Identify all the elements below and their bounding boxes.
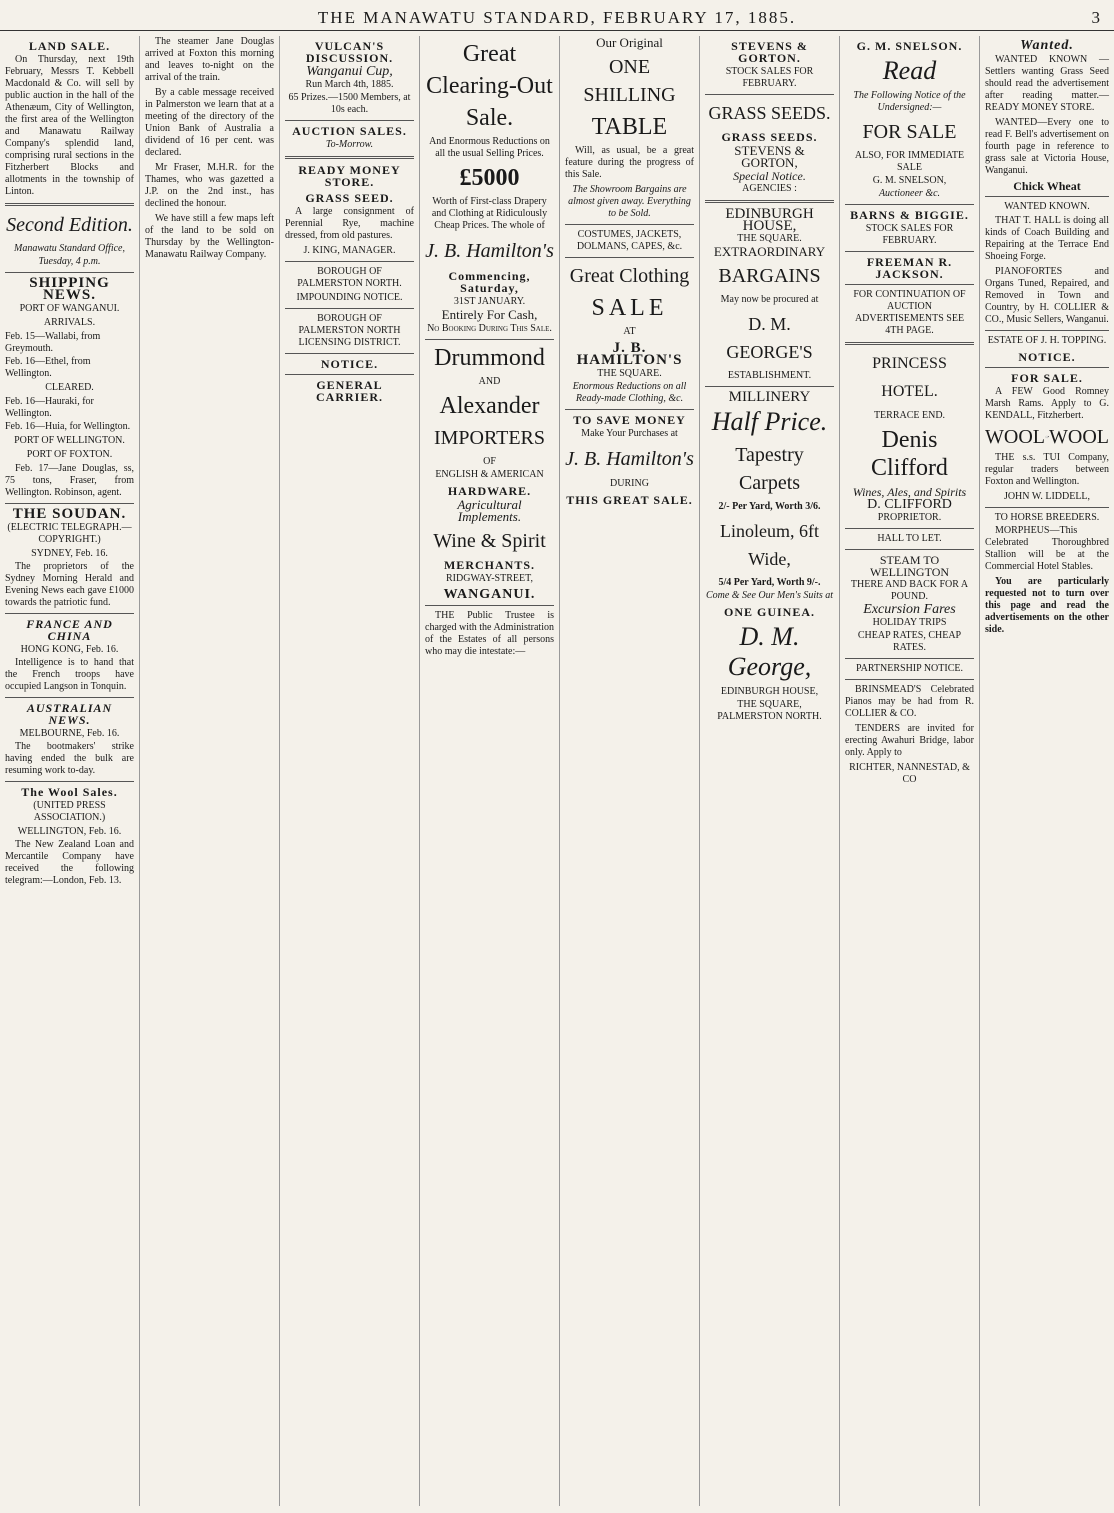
tapestry-price: 2/- Per Yard, Worth 3/6. (718, 501, 821, 512)
tapestry-carpets: Tapestry Carpets (735, 444, 804, 494)
hardware-heading: HARDWARE. (447, 484, 532, 498)
agencies-label: AGENCIES : (742, 183, 797, 194)
divider (285, 156, 414, 159)
edinburgh-2: EDINBURGH HOUSE, (720, 686, 819, 697)
list-item: Feb. 15—Wallabi, from Greymouth. (5, 331, 101, 354)
australian-dateline: MELBOURNE, Feb. 16. (19, 728, 120, 739)
france-dateline: HONG KONG, Feb. 16. (20, 644, 119, 655)
one-shilling: ONE SHILLING (583, 56, 676, 106)
wine-spirit: Wine & Spirit (433, 530, 546, 552)
wanted-2: WANTED—Every one to read F. Bell's advertisement on fourth page in reference to grass sale at Victoria House, Wanganui. (985, 117, 1109, 176)
hamilton-name: J. B. Hamilton's (425, 240, 554, 262)
vulcan-heading: VULCAN'S DISCUSSION. (305, 39, 394, 65)
barns-heading: BARNS & BIGGIE. (850, 208, 969, 222)
column-2 (140, 36, 280, 1506)
our-original: Our Original (596, 36, 663, 50)
port-foxton: PORT OF FOXTON. (26, 449, 113, 460)
column-6 (700, 36, 840, 1506)
divider (845, 251, 974, 252)
merchants-heading: MERCHANTS. (443, 558, 535, 572)
during-label: DURING (610, 478, 649, 489)
office-line: Manawatu Standard Office, (13, 243, 125, 254)
edinburgh-house: EDINBURGH HOUSE, (725, 206, 814, 234)
divider (845, 679, 974, 680)
sale-heading: Sale. (465, 105, 514, 131)
arrivals-label: ARRIVALS. (43, 317, 96, 328)
come-see: Come & See Our Men's Suits at (705, 590, 834, 601)
divider (565, 257, 694, 258)
divider (845, 658, 974, 659)
princess-hotel: PRINCESS HOTEL. (872, 355, 947, 400)
square-label: THE SQUARE. (597, 368, 662, 379)
agricultural-implements: Agricultural Implements. (457, 497, 522, 524)
steam-wellington: STEAM TO WELLINGTON (869, 553, 950, 579)
this-great-sale: THIS GREAT SALE. (566, 493, 693, 507)
stock-sales: STOCK SALES FOR FEBRUARY. (725, 66, 814, 89)
list-item: Feb. 16—Huia, for Wellington. (5, 421, 131, 432)
terrace-end: TERRACE END. (873, 410, 946, 421)
morpheus-text: MORPHEUS—This Celebrated Thoroughbred Stallion will be at the Commercial Hotel Stables. (985, 525, 1109, 572)
divider (5, 697, 134, 698)
pianofortes-text: PIANOFORTES and Organs Tuned, Repaired, and Removed in Town and Country, by H. COLLIER & CO., Music Sellers, Wanganui. (985, 266, 1109, 325)
jan-date: 31ST JANUARY. (453, 296, 526, 307)
tenders-signature: RICHTER, NANNESTAD, & CO (849, 762, 970, 785)
english-american: ENGLISH & AMERICAN (435, 469, 544, 480)
proprietor: PROPRIETOR. (877, 512, 942, 523)
news-paragraph: By a cable message received in Palmerston we learn that at a meeting of the directory of the Union Bank of Australia a dividend of 16 per cent. was declared. (145, 87, 274, 158)
wanted-heading: Wanted. (1020, 38, 1074, 53)
one-guinea: ONE GUINEA. (723, 605, 815, 619)
wool-sales-dateline: WELLINGTON, Feb. 16. (17, 826, 122, 837)
commencing-heading: Commencing, Saturday, (448, 269, 531, 295)
chick-wheat: Chick Wheat (1013, 179, 1081, 193)
particularly-text: You are particularly requested not to turn over this page and read the advertisements on the other side. (985, 576, 1109, 635)
column-4 (420, 36, 560, 1506)
five-thousand: £5000 (459, 165, 520, 191)
notice-heading: NOTICE. (320, 357, 379, 371)
importers-heading: IMPORTERS (433, 427, 546, 449)
divider (845, 549, 974, 550)
column-3 (280, 36, 420, 1506)
extraordinary: EXTRAORDINARY (713, 244, 826, 259)
divider (845, 342, 974, 345)
masthead-title: THE MANAWATU STANDARD, FEBRUARY 17, 1885. (317, 8, 797, 27)
king-signature: J. KING, MANAGER. (303, 245, 396, 256)
divider (5, 503, 134, 504)
special-notice: Special Notice. (733, 169, 806, 183)
masthead (0, 8, 1114, 31)
members-line: 65 Prizes.—1500 Members, at 10s each. (288, 92, 411, 115)
divider (985, 507, 1109, 508)
bargains: BARGAINS (718, 265, 821, 287)
partnership-notice: PARTNERSHIP NOTICE. (855, 663, 963, 674)
costumes-heading: COSTUMES, JACKETS, DOLMANS, CAPES, &c. (576, 229, 683, 252)
no-booking: No Booking During This Sale. (427, 323, 552, 334)
divider (845, 528, 974, 529)
holiday-trips: HOLIDAY TRIPS (872, 617, 947, 628)
wanganui-cleared-list (5, 396, 134, 433)
public-trustee-text: THE Public Trustee is charged with the Administration of the Estates of all persons who may die intestate:— (425, 610, 554, 657)
divider (425, 339, 554, 340)
dm-george-big: D. M. George, (727, 622, 812, 681)
office-date: Tuesday, 4 p.m. (38, 256, 101, 267)
brinsmead-text: BRINSMEAD'S Celebrated Pianos may be had from R. COLLIER & CO. (845, 684, 974, 719)
stevens-gorton: STEVENS & GORTON, (734, 143, 805, 170)
tenders-text: TENDERS are invited for erecting Awahuri Bridge, labor only. Apply to (845, 723, 974, 758)
ridgway-street: RIDGWAY-STREET, (446, 573, 533, 584)
tui-text: THE s.s. TUI Company, regular traders between Foxton and Wellington. (985, 452, 1109, 487)
soudan-dateline: SYDNEY, Feb. 16. (31, 548, 108, 559)
column-1 (0, 36, 140, 1506)
at-label: AT (623, 326, 636, 337)
divider (845, 284, 974, 285)
licensing-heading: BOROUGH OF PALMERSTON NORTH LICENSING DISTRICT. (298, 313, 401, 348)
wool-sales-text: The New Zealand Loan and Mercantile Company have received the following telegram:—London, Feb. 13. (5, 839, 134, 886)
cash-line: Entirely For Cash, (441, 307, 538, 322)
auctioneer-label: Auctioneer &c. (878, 188, 941, 199)
square-pn: THE SQUARE, PALMERSTON NORTH. (717, 699, 822, 722)
establishment: ESTABLISHMENT. (727, 370, 812, 381)
soudan-credit: (ELECTRIC TELEGRAPH.—COPYRIGHT.) (7, 522, 132, 545)
liddell-signature: JOHN W. LIDDELL, (1003, 491, 1091, 502)
linoleum-price: 5/4 Per Yard, Worth 9/-. (718, 577, 821, 588)
snelson-heading: G. M. SNELSON. (856, 39, 963, 53)
news-paragraph: We have still a few maps left of the land to be sold on Thursday by the Wellington-Manawatu Railway Company. (145, 213, 274, 260)
land-sale-text: On Thursday, next 19th February, Messrs T. Kebbell Macdonald & Co. will sell by public auction in the hall of the Athenæum, City of Wellington, the first area of the Wellington and Manawatu Railway Company's splendid land, comprising rural sections in the Fitzherbert Blocks and allotments in the township of Linton. (5, 54, 134, 197)
grass-seeds-sub: GRASS SEEDS. (721, 130, 818, 144)
alexander-heading: Alexander (439, 393, 540, 419)
ready-money-store: READY MONEY STORE. (298, 163, 401, 189)
divider (5, 203, 134, 206)
hall-to-let: HALL TO LET. (877, 533, 942, 544)
france-china-heading: FRANCE AND CHINA (26, 617, 113, 643)
shipping-news-heading: SHIPPING NEWS. (29, 275, 110, 303)
column-7 (840, 36, 980, 1506)
divider (5, 272, 134, 273)
wool-sales-heading: The Wool Sales. (21, 785, 118, 799)
auction-heading: AUCTION SALES. (292, 124, 407, 138)
second-edition-title: Second Edition. (6, 214, 133, 236)
wanganui-cup: Wanganui Cup, (306, 64, 393, 79)
for-sale-heading: FOR SALE (862, 121, 957, 143)
freeman-heading: FREEMAN R. JACKSON. (866, 255, 953, 281)
excursion-fares: Excursion Fares (863, 602, 956, 617)
wanganui-arrivals-list (5, 331, 134, 380)
enormous-text: Enormous Reductions on all Ready-made Clothing, &c. (572, 381, 687, 404)
auction-day: To-Morrow. (325, 139, 374, 150)
wool-sales-credit: (UNITED PRESS ASSOCIATION.) (33, 800, 106, 823)
read-heading: Read (882, 56, 937, 85)
divider (565, 224, 694, 225)
the-square: THE SQUARE. (737, 233, 802, 244)
page-number: 3 (1091, 8, 1100, 27)
horse-breeders: TO HORSE BREEDERS. (994, 512, 1100, 523)
millinery: MILLINERY (728, 389, 811, 405)
stevens-heading: STEVENS & GORTON. (731, 39, 808, 65)
port-wellington: PORT OF WELLINGTON. (14, 435, 125, 446)
australian-news-heading: AUSTRALIAN NEWS. (26, 701, 113, 727)
divider (425, 605, 554, 606)
great-heading: Great (462, 41, 517, 67)
divider (5, 781, 134, 782)
grass-seed-heading: GRASS SEED. (305, 191, 394, 205)
grass-seeds-heading: GRASS SEEDS. (708, 103, 831, 123)
cheap-rates: CHEAP RATES, CHEAP RATES. (857, 630, 962, 653)
there-back: THERE AND BACK FOR A POUND. (850, 579, 969, 602)
divider (985, 196, 1109, 197)
hamilton-name-2: J. B. Hamilton's (565, 448, 694, 470)
list-item: Feb. 16—Ethel, from Wellington. (5, 356, 91, 379)
soudan-text: The proprietors of the Sydney Morning Herald and Evening News each gave £1000 towards the patriotic fund. (5, 561, 134, 608)
table-heading: TABLE (591, 114, 668, 140)
denis-clifford: Denis Clifford (871, 427, 948, 481)
linoleum: Linoleum, 6ft Wide, (720, 521, 819, 569)
foxton-arrived: Feb. 17—Jane Douglas, ss, 75 tons, Fraser, from Wellington. Robinson, agent. (5, 463, 134, 498)
grass-text: A large consignment of Perennial Rye, machine dressed, from old pastures. (285, 206, 414, 241)
save-money: TO SAVE MONEY (573, 413, 686, 427)
divider (705, 200, 834, 203)
drummond-heading: Drummond (434, 345, 545, 371)
cup-date: Run March 4th, 1885. (305, 79, 394, 90)
divider (705, 386, 834, 387)
clifford-sig: D. CLIFFORD (867, 497, 952, 512)
dm-george-heading: D. M. GEORGE'S (726, 314, 813, 362)
wanganui-heading: WANGANUI. (443, 587, 536, 602)
general-carrier-heading: GENERAL CARRIER. (315, 378, 383, 404)
divider (285, 308, 414, 309)
australian-text: The bootmakers' strike having ended the bulk are resuming work to-day. (5, 741, 134, 776)
land-sale-heading: LAND SALE. (28, 39, 111, 53)
clearing-heading: Clearing-Out (426, 73, 553, 99)
divider (845, 204, 974, 205)
list-item: Feb. 16—Hauraki, for Wellington. (5, 396, 94, 419)
column-8 (980, 36, 1114, 1506)
news-paragraph: Mr Fraser, M.H.R. for the Thames, who was gazetted a J.P. on the 2nd inst., has declined the honour. (145, 162, 274, 209)
wines-ales: Wines, Ales, and Spirits (852, 485, 967, 499)
borough-heading: BOROUGH OF PALMERSTON NORTH. (297, 266, 402, 289)
notice-heading-8: NOTICE. (1018, 350, 1076, 364)
snelson-signature: G. M. SNELSON, (872, 175, 947, 186)
divider (705, 94, 834, 95)
great-clothing: Great Clothing (569, 265, 690, 287)
table-text: Will, as usual, be a great feature during the progress of this Sale. (565, 145, 694, 180)
port-wanganui: PORT OF WANGANUI. (19, 303, 120, 314)
following-notice: The Following Notice of the Undersigned:— (853, 90, 966, 113)
make-purchases: Make Your Purchases at (581, 428, 678, 439)
divider (285, 120, 414, 121)
wanted-known-heading: WANTED KNOWN. (1004, 201, 1090, 212)
column-5 (560, 36, 700, 1506)
wool-banner (985, 426, 1109, 448)
hamiltons-heading: J. B. HAMILTON'S (576, 340, 683, 368)
wool-right: WOOL (1049, 426, 1109, 448)
also-immediate: ALSO, FOR IMMEDIATE SALE (854, 150, 965, 173)
divider (285, 261, 414, 262)
half-price: Half Price. (711, 407, 828, 436)
of-label: OF (483, 456, 496, 467)
showroom-text: The Showroom Bargains are almost given away. Everything to be Sold. (568, 184, 691, 219)
wanted-1: WANTED KNOWN — Settlers wanting Grass Seed should read the advertisement after reading matter.—READY MONEY STORE. (985, 54, 1109, 113)
divider (285, 353, 414, 354)
continuation-note: FOR CONTINUATION OF AUCTION ADVERTISEMENTS SEE 4TH PAGE. (853, 289, 966, 336)
divider (985, 330, 1109, 331)
divider (565, 409, 694, 410)
divider (985, 367, 1109, 368)
hall-text: THAT T. HALL is doing all kinds of Coach Building and Repairing at the Terrace End Shoeing Forge. (985, 215, 1109, 262)
impound-heading: IMPOUNDING NOTICE. (296, 292, 403, 303)
cleared-label: CLEARED. (45, 382, 94, 393)
estate-heading: ESTATE OF J. H. TOPPING. (987, 335, 1107, 346)
wool-left: WOOL (985, 426, 1045, 448)
and-label: AND (478, 376, 501, 387)
divider (285, 374, 414, 375)
may-be-procured: May now be procured at (720, 294, 819, 305)
divider (5, 613, 134, 614)
reductions-text: And Enormous Reductions on all the usual Selling Prices. (429, 136, 550, 159)
soudan-heading: THE SOUDAN. (12, 506, 127, 522)
stock-sales-7: STOCK SALES FOR FEBRUARY. (865, 223, 954, 246)
sale-heading-2: SALE (591, 295, 668, 321)
for-sale-8: FOR SALE. (1011, 371, 1083, 385)
news-paragraph: The steamer Jane Douglas arrived at Foxton this morning and leaves to-night on the arrival of the train. (145, 36, 274, 83)
romney-text: A FEW Good Romney Marsh Rams. Apply to G. KENDALL, Fitzherbert. (985, 386, 1109, 421)
worth-line: Worth of First-class Drapery and Clothing at Ridiculously Cheap Prices. The whole of (431, 196, 548, 231)
france-text: Intelligence is to hand that the French troops have occupied Langson in Tonquin. (5, 657, 134, 692)
